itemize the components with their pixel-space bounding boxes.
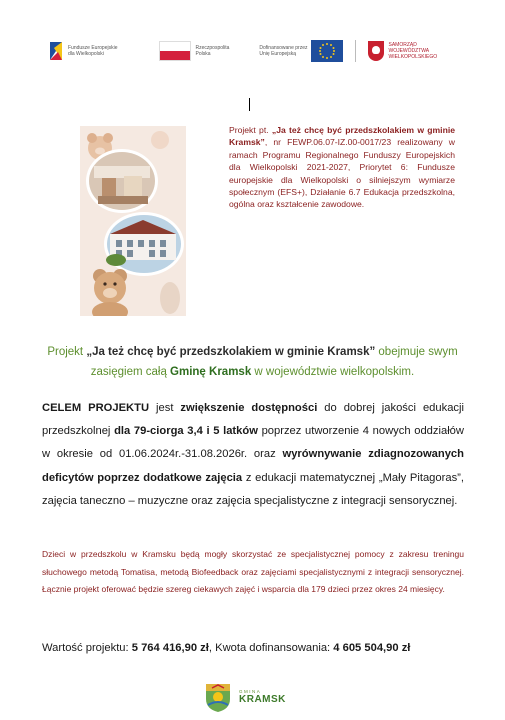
kindergarten-photo-collage [80, 126, 186, 316]
project-description: Projekt pt. „Ja też chcę być przedszkolakiem w gminie Kramsk”, nr FEWP.06.07-IZ.00-0017/23 realizowany w ramach Programu Regionalnego Funduszy Europejskich dla Wielkopolski 2021-2027, Priorytet 6: Fundusze europejskie dla Wielkopolski o silniejszym wymiarze społecznym (EFS+), Działanie 6.7 Edukacja przedszkolna, ogólna oraz kształcenie zawodowe. [229, 125, 455, 210]
project-headline: Projekt „Ja też chcę być przedszkolakiem w gminie Kramsk” obejmuje swym zasięgiem całą Gminę Kramsk w województwie wielkopolskim. [47, 346, 458, 378]
funding-logos-bar [48, 34, 478, 68]
project-value: Wartość projektu: 5 764 416,90 zł, Kwota dofinansowania: 4 605 504,90 zł [42, 642, 411, 654]
rp-logo: Rzeczpospolita Polska [159, 41, 229, 61]
additional-support-text: Dzieci w przedszkolu w Kramsku będą mogły skorzystać ze specjalistycznej pomocy z zakresu treningu słuchowego metodą Tomatisa, metodą Biofeedback oraz zajęciami specjalistycznymi z integracji sensorycznej. Łącznie projekt oferować będzie szereg ciekawych zajęć i wsparcia dla 179 dzieci przez okres 24 miesięcy. [42, 549, 464, 595]
region-logo: SAMORZĄD WOJEWÓDZTWA WIELKOPOLSKIEGO [368, 41, 437, 61]
wielkopolska-crest-icon [368, 41, 384, 61]
project-goal: CELEM PROJEKTU jest zwiększenie dostępności do dobrej jakości edukacji przedszkolnej dla 79-ciorga 3,4 i 5 latków poprzez utworzenie 4 nowych oddziałów w okresie od 01.06.2024r.-31.08.2026r. oraz wyrównywanie zdiagnozowanych deficytów poprzez dodatkowe zajęcia z edukacji matematycznej „Mały Pitagoras”, zajęcia taneczno – muzyczne oraz zajęcia specjalistyczne z integracji sensorycznej. [42, 402, 464, 507]
eu-logo: Dofinansowane przez Unię Europejską [259, 40, 343, 62]
poland-flag-icon [159, 41, 191, 61]
gmina-kramsk-logo: GMINA KRAMSK [203, 680, 286, 714]
project-title: „Ja też chcę być przedszkolakiem w gminie Kramsk” [229, 125, 455, 148]
kramsk-crest-icon [203, 681, 233, 713]
text-cursor [249, 98, 250, 111]
logo-divider [355, 40, 356, 62]
fe-star-icon [48, 40, 64, 62]
fe-logo: Fundusze Europejskie dla Wielkopolski [48, 40, 117, 62]
eu-flag-icon [311, 40, 343, 62]
